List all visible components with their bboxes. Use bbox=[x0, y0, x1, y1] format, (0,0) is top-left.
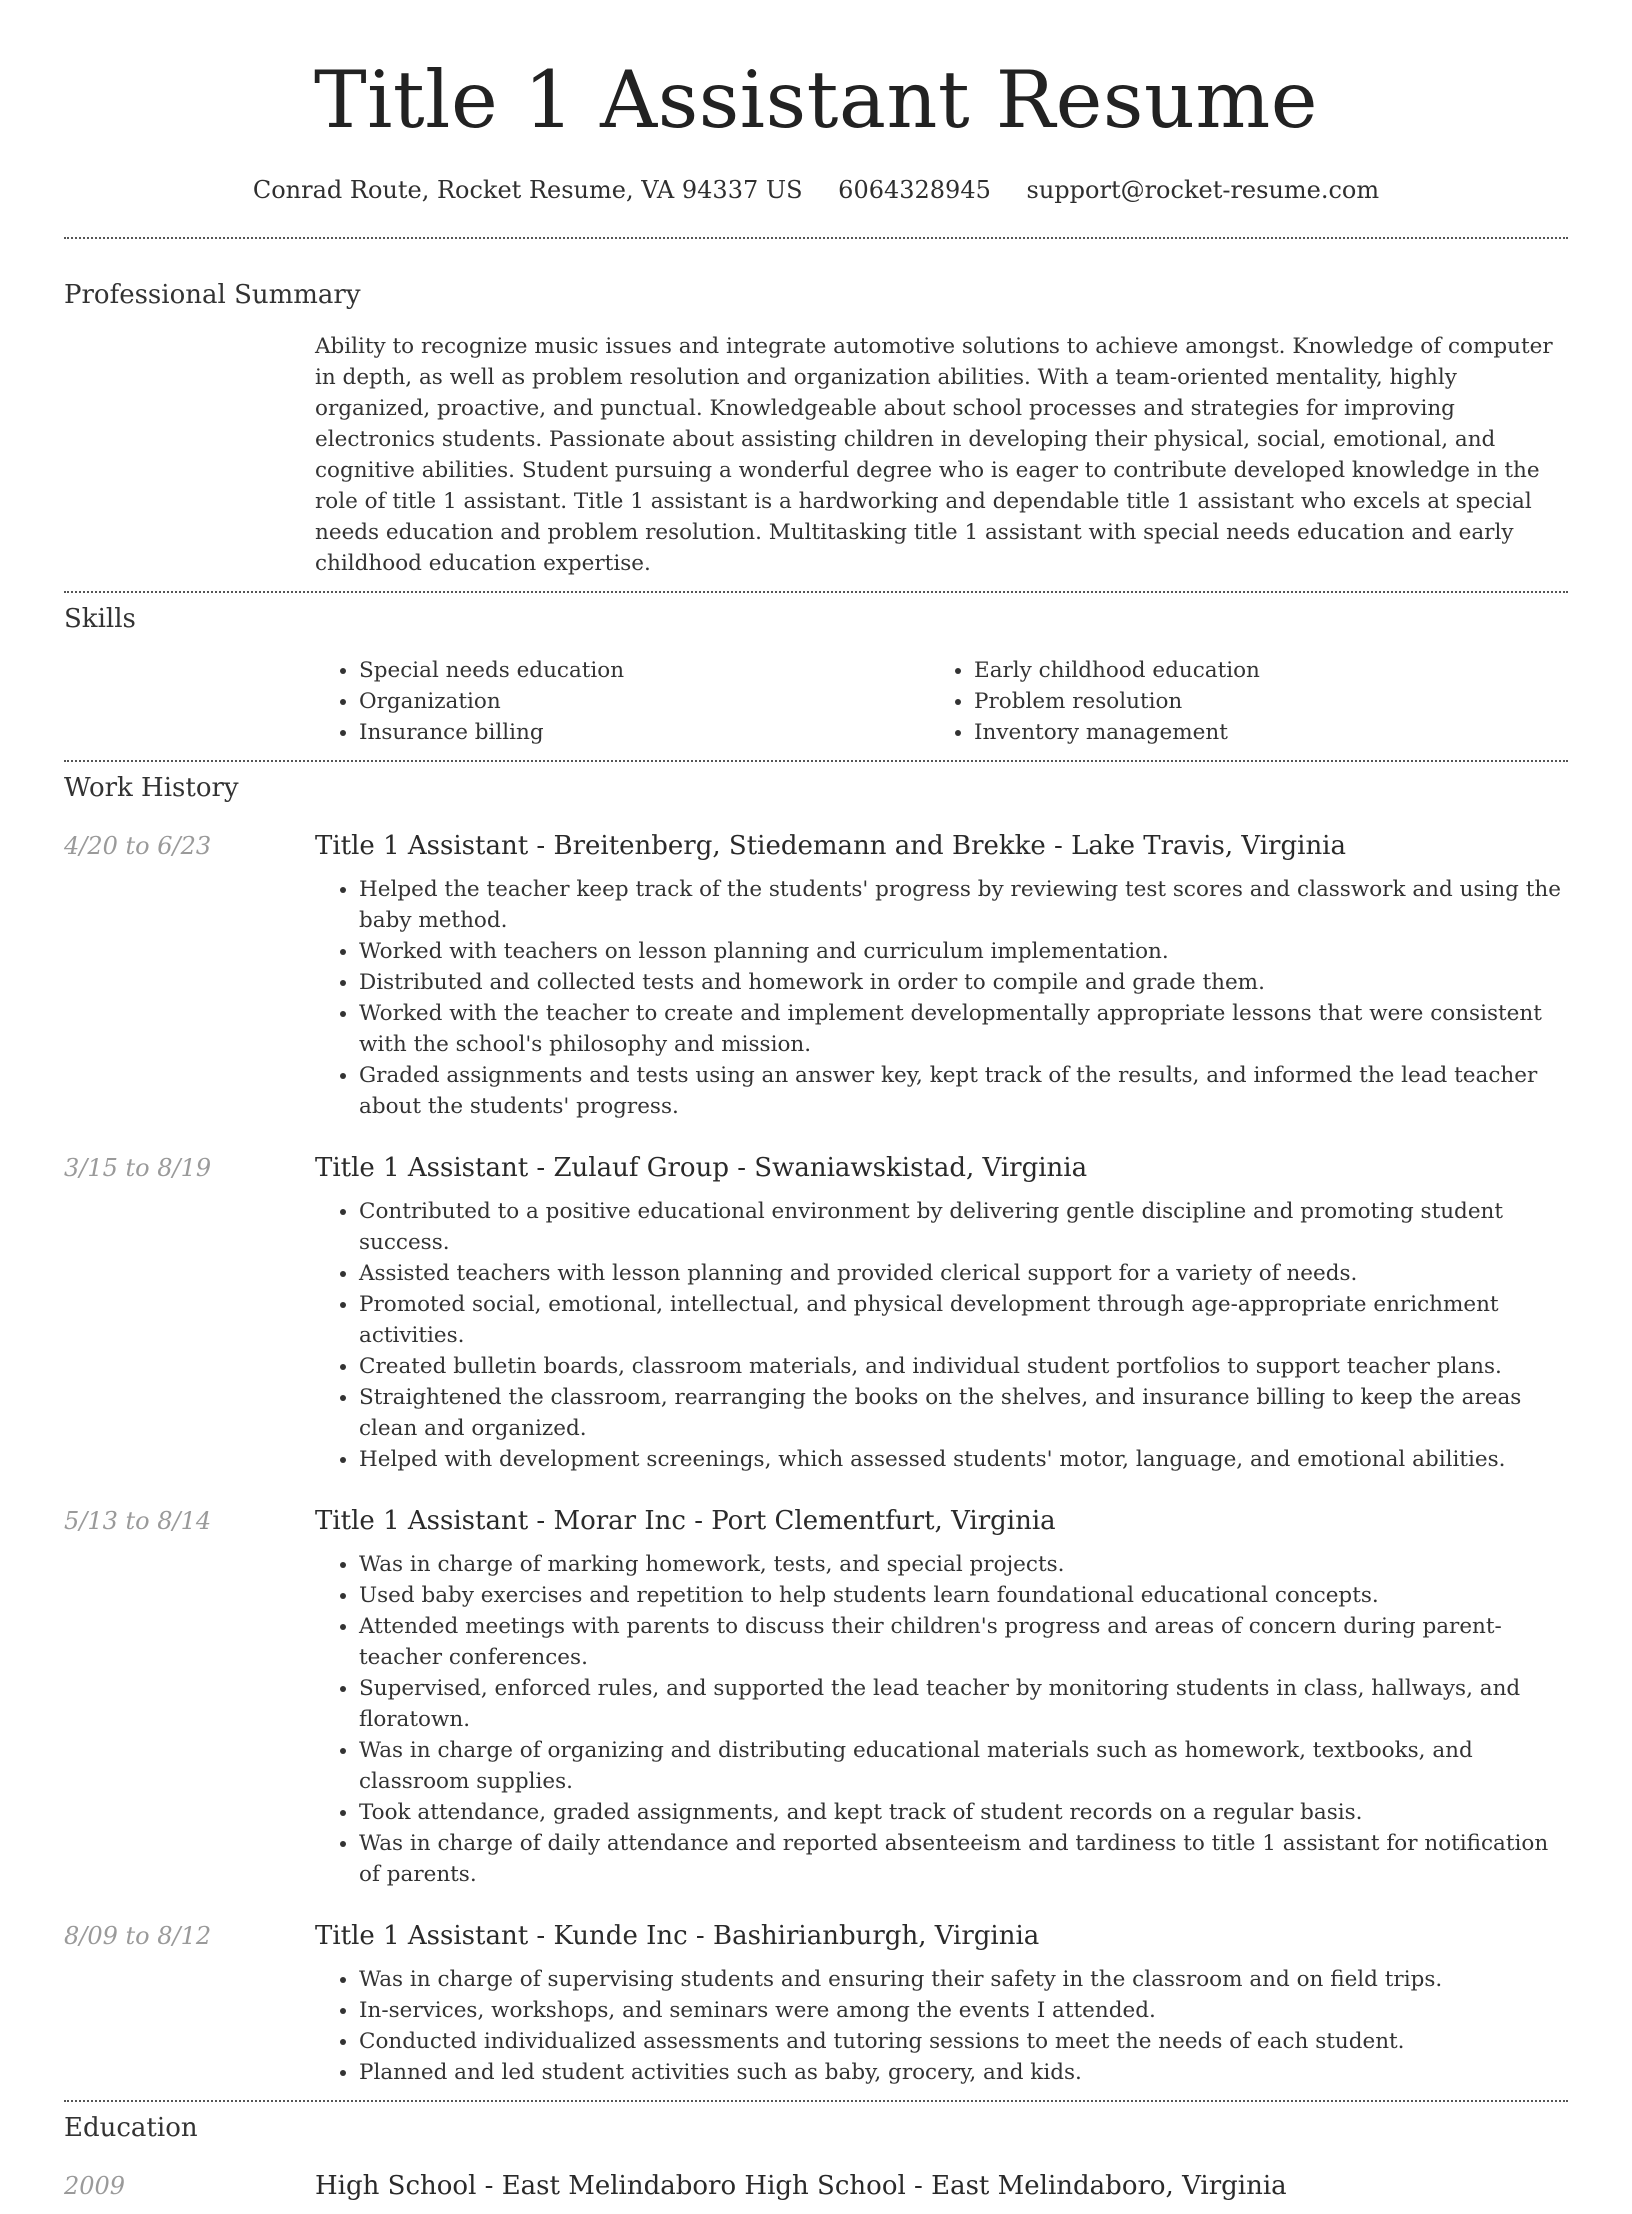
skill-item: • Inventory management bbox=[974, 717, 1545, 748]
job-date: 8/09 to 8/12 bbox=[64, 1922, 212, 1950]
job-bullet: • Created bulletin boards, classroom materials, and individual student portfolios to support teacher plans. bbox=[359, 1351, 1568, 1382]
job-date: 5/13 to 8/14 bbox=[64, 1507, 212, 1535]
job-entry bbox=[64, 830, 1568, 1122]
job-bullet: • Helped the teacher keep track of the students' progress by reviewing test scores and classwork and using the baby method. bbox=[359, 874, 1568, 936]
work-history-heading: Work History bbox=[64, 773, 239, 803]
contact-phone: 6064328945 bbox=[838, 176, 991, 204]
job-bullets bbox=[315, 1549, 1568, 1890]
job-bullet: • Distributed and collected tests and homework in order to compile and grade them. bbox=[359, 967, 1568, 998]
job-date: 3/15 to 8/19 bbox=[64, 1154, 212, 1182]
job-bullet: • Promoted social, emotional, intellectual, and physical development through age-appropriate enrichment activities. bbox=[359, 1289, 1568, 1351]
job-title: Title 1 Assistant - Zulauf Group - Swaniawskistad, Virginia bbox=[315, 1153, 1088, 1183]
job-bullet: • Contributed to a positive educational environment by delivering gentle discipline and promoting student success. bbox=[359, 1196, 1568, 1258]
job-bullet: • Was in charge of daily attendance and reported absenteeism and tardiness to title 1 assistant for notification of parents. bbox=[359, 1828, 1568, 1890]
contact-address: Conrad Route, Rocket Resume, VA 94337 US bbox=[252, 176, 803, 204]
job-bullet: • Was in charge of organizing and distributing educational materials such as homework, textbooks, and classroom supplies. bbox=[359, 1735, 1568, 1797]
job-bullet: • Straightened the classroom, rearranging the books on the shelves, and insurance billing to keep the areas clean and organized. bbox=[359, 1382, 1568, 1444]
job-title: Title 1 Assistant - Breitenberg, Stiedemann and Brekke - Lake Travis, Virginia bbox=[315, 831, 1346, 861]
contact-email: support@rocket-resume.com bbox=[1026, 176, 1380, 204]
skills-list-left bbox=[315, 655, 930, 748]
skills-section bbox=[64, 593, 1568, 748]
skill-item: • Early childhood education bbox=[974, 655, 1545, 686]
job-bullet: • Was in charge of supervising students and ensuring their safety in the classroom and on field trips. bbox=[359, 1964, 1568, 1995]
job-bullet: • Supervised, enforced rules, and supported the lead teacher by monitoring students in class, hallways, and floratown. bbox=[359, 1673, 1568, 1735]
skill-item: • Insurance billing bbox=[359, 717, 930, 748]
work-history-section bbox=[64, 762, 1568, 2088]
job-title: Title 1 Assistant - Morar Inc - Port Clementfurt, Virginia bbox=[315, 1506, 1056, 1536]
education-title: High School - East Melindaboro High School - East Melindaboro, Virginia bbox=[315, 2171, 1287, 2201]
job-bullet: • In-services, workshops, and seminars were among the events I attended. bbox=[359, 1995, 1568, 2026]
summary-heading: Professional Summary bbox=[64, 280, 361, 310]
job-bullets bbox=[315, 1964, 1568, 2088]
education-entry bbox=[64, 2170, 1568, 2202]
job-bullet: • Took attendance, graded assignments, and kept track of student records on a regular basis. bbox=[359, 1797, 1568, 1828]
education-heading: Education bbox=[64, 2113, 198, 2143]
job-entry bbox=[64, 1152, 1568, 1475]
job-bullet: • Planned and led student activities such as baby, grocery, and kids. bbox=[359, 2057, 1568, 2088]
job-bullet: • Assisted teachers with lesson planning and provided clerical support for a variety of needs. bbox=[359, 1258, 1568, 1289]
skills-heading: Skills bbox=[64, 604, 136, 634]
job-date: 4/20 to 6/23 bbox=[64, 832, 212, 860]
job-bullet: • Conducted individualized assessments and tutoring sessions to meet the needs of each student. bbox=[359, 2026, 1568, 2057]
job-bullet: • Worked with the teacher to create and implement developmentally appropriate lessons that were consistent with the school's philosophy and mission. bbox=[359, 998, 1568, 1060]
summary-text: Ability to recognize music issues and integrate automotive solutions to achieve amongst. Knowledge of computer in depth, as well as problem resolution and organization abilities. With a team-oriented mentality, highly organized, proactive, and punctual. Knowledgeable about school processes and strategies for improving electronics students. Passionate about assisting children in developing their physical, social, emotional, and cognitive abilities. Student pursuing a wonderful degree who is eager to contribute developed knowledge in the role of title 1 assistant. Title 1 assistant is a hardworking and dependable title 1 assistant who excels at special needs education and problem resolution. Multitasking title 1 assistant with special needs education and early childhood education expertise. bbox=[315, 334, 1553, 576]
contact-line bbox=[64, 175, 1568, 205]
job-entry bbox=[64, 1920, 1568, 2088]
resume-page bbox=[64, 0, 1568, 2214]
job-bullets bbox=[315, 874, 1568, 1122]
job-bullet: • Attended meetings with parents to discuss their children's progress and areas of concern during parent-teacher conferences. bbox=[359, 1611, 1568, 1673]
job-bullet: • Worked with teachers on lesson planning and curriculum implementation. bbox=[359, 936, 1568, 967]
job-entry bbox=[64, 1505, 1568, 1890]
education-section bbox=[64, 2102, 1568, 2202]
skill-item: • Special needs education bbox=[359, 655, 930, 686]
skill-item: • Problem resolution bbox=[974, 686, 1545, 717]
summary-section bbox=[64, 239, 1568, 579]
job-bullet: • Graded assignments and tests using an answer key, kept track of the results, and informed the lead teacher about the students' progress. bbox=[359, 1060, 1568, 1122]
job-bullets bbox=[315, 1196, 1568, 1475]
job-title: Title 1 Assistant - Kunde Inc - Bashirianburgh, Virginia bbox=[315, 1921, 1040, 1951]
education-date: 2009 bbox=[64, 2172, 126, 2200]
job-bullet: • Helped with development screenings, which assessed students' motor, language, and emotional abilities. bbox=[359, 1444, 1568, 1475]
resume-title: Title 1 Assistant Resume bbox=[313, 54, 1319, 146]
job-bullet: • Was in charge of marking homework, tests, and special projects. bbox=[359, 1549, 1568, 1580]
job-bullet: • Used baby exercises and repetition to help students learn foundational educational concepts. bbox=[359, 1580, 1568, 1611]
skill-item: • Organization bbox=[359, 686, 930, 717]
skills-list-right bbox=[930, 655, 1545, 748]
